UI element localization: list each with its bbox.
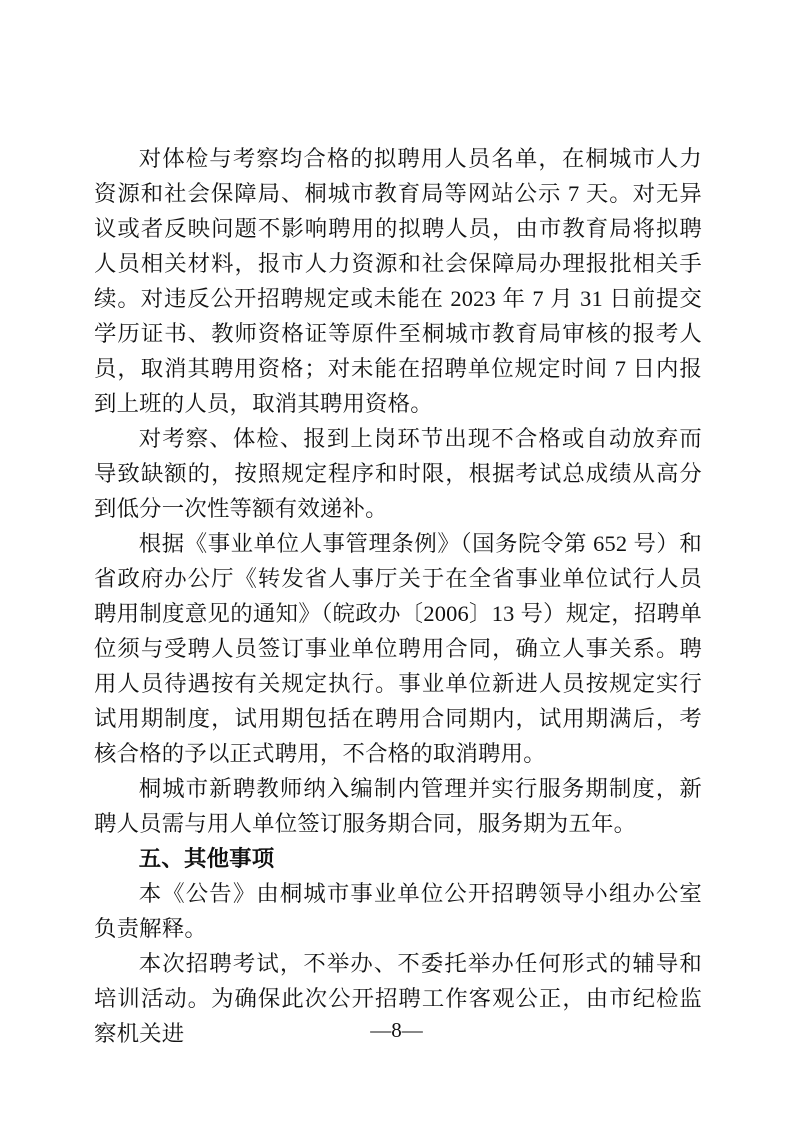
- document-body: [94, 141, 702, 1051]
- paragraph: 本次招聘考试，不举办、不委托举办任何形式的辅导和培训活动。为确保此次公开招聘工作客观公正，由市纪检监察机关进: [94, 951, 702, 1046]
- paragraph: 桐城市新聘教师纳入编制内管理并实行服务期制度，新聘人员需与用人单位签订服务期合同，服务期为五年。: [94, 776, 702, 836]
- paragraph: 对体检与考察均合格的拟聘用人员名单，在桐城市人力资源和社会保障局、桐城市教育局等网站公示 7 天。对无异议或者反映问题不影响聘用的拟聘人员，由市教育局将拟聘人员相关材料，报市人力资源和社会保障局办理报批相关手续。对违反公开招聘规定或未能在 2023 年 7 月 31 日前提交学历证书、教师资格证等原件至桐城市教育局审核的报考人员，取消其聘用资格；对未能在招聘单位规定时间 7 日内报到上班的人员，取消其聘用资格。: [94, 146, 702, 416]
- paragraph: 本《公告》由桐城市事业单位公开招聘领导小组办公室负责解释。: [94, 881, 702, 941]
- page-number: —8—: [370, 1018, 423, 1042]
- section-heading: 五、其他事项: [138, 846, 275, 871]
- paragraph: 对考察、体检、报到上岗环节出现不合格或自动放弃而导致缺额的，按照规定程序和时限，根据考试总成绩从高分到低分一次性等额有效递补。: [94, 426, 702, 521]
- paragraph: 根据《事业单位人事管理条例》（国务院令第 652 号）和省政府办公厅《转发省人事厅关于在全省事业单位试行人员聘用制度意见的通知》（皖政办〔2006〕13 号）规定，招聘单位须与受聘人员签订事业单位聘用合同，确立人事关系。聘用人员待遇按有关规定执行。事业单位新进人员按规定实行试用期制度，试用期包括在聘用合同期内，试用期满后，考核合格的予以正式聘用，不合格的取消聘用。: [94, 531, 702, 766]
